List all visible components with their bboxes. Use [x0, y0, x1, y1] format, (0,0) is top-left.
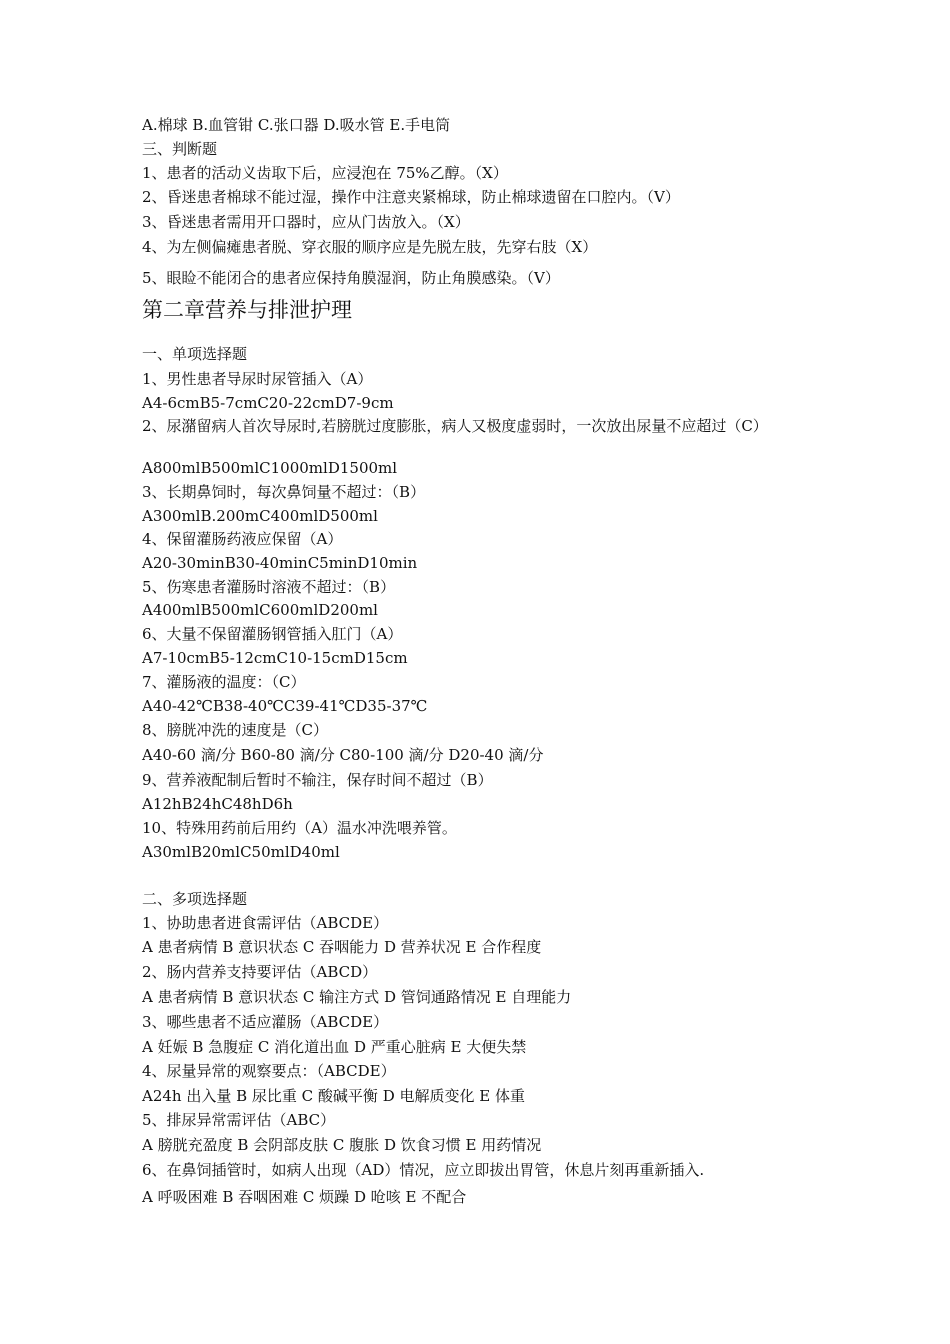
- question: 4、尿量异常的观察要点：（ABCDE）: [142, 1062, 396, 1080]
- section-title-single: 一、单项选择题: [142, 345, 248, 363]
- answer-options: A 呼吸困难 B 吞咽困难 C 烦躁 D 呛咳 E 不配合: [142, 1188, 467, 1206]
- question: 6、在鼻饲插管时，如病人出现（AD）情况，应立即拔出胃管，休息片刻再重新插入.: [142, 1161, 705, 1179]
- answer-options: A4-6cmB5-7cmC20-22cmD7-9cm: [142, 394, 394, 412]
- answer-options: A 患者病情 B 意识状态 C 吞咽能力 D 营养状况 E 合作程度: [142, 938, 542, 956]
- question: 3、长期鼻饲时，每次鼻饲量不超过：（B）: [142, 483, 426, 501]
- option-line: A.棉球 B.血管钳 C.张口器 D.吸水管 E.手电筒: [142, 116, 451, 134]
- judge-item: 2、昏迷患者棉球不能过湿，操作中注意夹紧棉球，防止棉球遗留在口腔内。（V）: [142, 188, 680, 206]
- judge-item: 1、患者的活动义齿取下后，应浸泡在 75%乙醇。（X）: [142, 164, 508, 182]
- chapter-title: 第二章营养与排泄护理: [142, 298, 352, 322]
- answer-options: A300mlB.200mC400mlD500ml: [142, 507, 378, 525]
- answer-options: A30mlB20mlC50mlD40ml: [142, 843, 340, 861]
- question: 1、男性患者导尿时尿管插入（A）: [142, 370, 373, 388]
- answer-options: A24h 出入量 B 尿比重 C 酸碱平衡 D 电解质变化 E 体重: [142, 1087, 525, 1105]
- answer-options: A 妊娠 B 急腹症 C 消化道出血 D 严重心脏病 E 大便失禁: [142, 1038, 527, 1056]
- question: 5、伤寒患者灌肠时溶液不超过：（B）: [142, 578, 396, 596]
- question: 4、保留灌肠药液应保留（A）: [142, 530, 343, 548]
- question: 1、协助患者进食需评估（ABCDE）: [142, 914, 389, 932]
- answer-options: A20-30minB30-40minC5minD10min: [142, 554, 418, 572]
- judge-item: 5、眼睑不能闭合的患者应保持角膜湿润，防止角膜感染。（V）: [142, 269, 560, 287]
- answer-options: A7-10cmB5-12cmC10-15cmD15cm: [142, 649, 408, 667]
- question: 6、大量不保留灌肠钢管插入肛门（A）: [142, 625, 403, 643]
- answer-options: A12hB24hC48hD6h: [142, 795, 293, 813]
- question: 9、营养液配制后暂时不输注，保存时间不超过（B）: [142, 771, 493, 789]
- answer-options: A800mlB500mlC1000mlD1500ml: [142, 459, 398, 477]
- answer-options: A400mlB500mlC600mlD200ml: [142, 601, 378, 619]
- question: 2、肠内营养支持要评估（ABCD）: [142, 963, 378, 981]
- question: 3、哪些患者不适应灌肠（ABCDE）: [142, 1013, 389, 1031]
- section-title-multi: 二、多项选择题: [142, 890, 248, 908]
- answer-options: A40-42℃B38-40℃C39-41℃D35-37℃: [142, 697, 428, 715]
- answer-options: A 膀胱充盈度 B 会阴部皮肤 C 腹胀 D 饮食习惯 E 用药情况: [142, 1136, 542, 1154]
- question: 10、特殊用药前后用约（A）温水冲洗喂养管。: [142, 819, 457, 837]
- question: 5、排尿异常需评估（ABC）: [142, 1111, 336, 1129]
- judge-item: 3、昏迷患者需用开口器时，应从门齿放入。（X）: [142, 213, 470, 231]
- question: 2、尿潴留病人首次导尿时,若膀胱过度膨胀，病人又极度虚弱时，一次放出尿量不应超过（C）: [142, 417, 768, 435]
- question: 7、灌肠液的温度：（C）: [142, 673, 306, 691]
- section-title-judge: 三、判断题: [142, 140, 218, 158]
- question: 8、膀胱冲洗的速度是（C）: [142, 721, 329, 739]
- answer-options: A 患者病情 B 意识状态 C 输注方式 D 管饲通路情况 E 自理能力: [142, 988, 572, 1006]
- judge-item: 4、为左侧偏瘫患者脱、穿衣服的顺序应是先脱左肢，先穿右肢（X）: [142, 238, 598, 256]
- answer-options: A40-60 滴/分 B60-80 滴/分 C80-100 滴/分 D20-40 滴/分: [142, 746, 544, 764]
